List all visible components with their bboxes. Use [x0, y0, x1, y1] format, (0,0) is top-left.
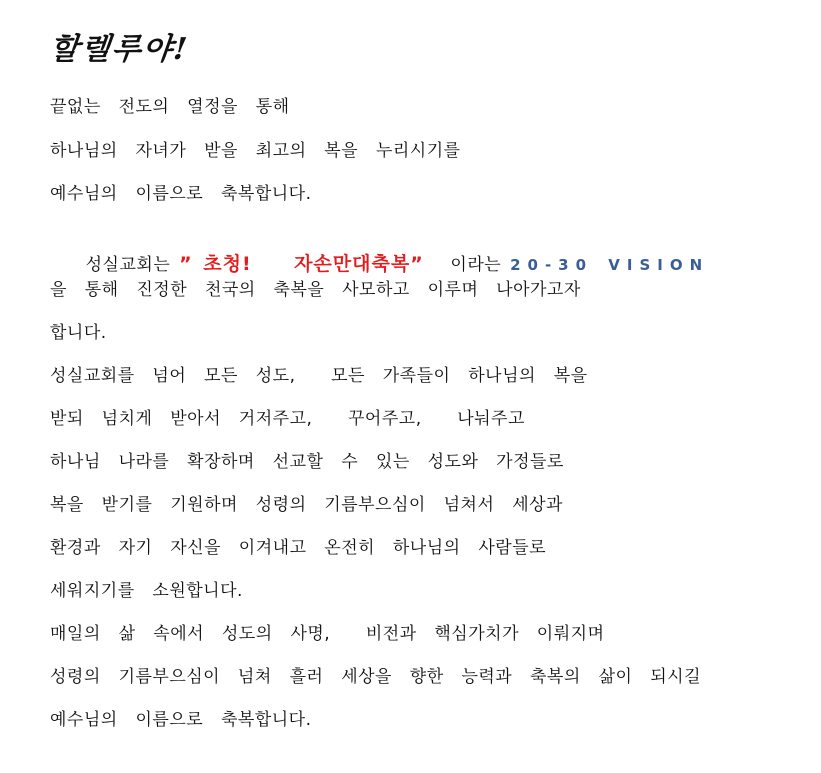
paragraph-line-2: 하나님의 자녀가 받을 최고의 복을 누리시기를: [50, 141, 461, 161]
paragraph-line-12: 세워지기를 소원합니다.: [50, 581, 243, 601]
paragraph-line-1: 끝없는 전도의 열정을 통해: [50, 97, 290, 117]
paragraph-line-15: 예수님의 이름으로 축복합니다.: [50, 710, 312, 730]
paragraph-line-8: 받되 넘치게 받아서 거저주고, 꾸어주고, 나눠주고: [50, 409, 525, 429]
greeting-title: 할렐루야!: [47, 32, 191, 67]
paragraph-line-10: 복을 받기를 기원하며 성령의 기름부으심이 넘쳐서 세상과: [50, 495, 563, 515]
paragraph-line-9: 하나님 나라를 확장하며 선교할 수 있는 성도와 가정들로: [50, 452, 564, 472]
paragraph-line-6: 합니다.: [50, 323, 107, 343]
paragraph-line-7: 성실교회를 넘어 모든 성도, 모든 가족들이 하나님의 복을: [50, 366, 588, 386]
connector-text: 이라는: [423, 255, 511, 275]
vision-highlight: 20-30 VISION: [510, 256, 710, 274]
paragraph-line-3: 예수님의 이름으로 축복합니다.: [50, 184, 312, 204]
invitation-highlight: ” 초청! 자손만대축복”: [179, 253, 424, 275]
paragraph-line-5: 을 통해 진정한 천국의 축복을 사모하고 이루며 나아가고자: [50, 280, 581, 300]
paragraph-line-13: 매일의 삶 속에서 성도의 사명, 비전과 핵심가치가 이뤄지며: [50, 624, 605, 644]
church-name-text: 성실교회는: [85, 255, 180, 275]
paragraph-line-14: 성령의 기름부으심이 넘쳐 흘러 세상을 향한 능력과 축복의 삶이 되시길: [50, 667, 702, 687]
paragraph-line-11: 환경과 자기 자신을 이겨내고 온전히 하나님의 사람들로: [50, 538, 547, 558]
